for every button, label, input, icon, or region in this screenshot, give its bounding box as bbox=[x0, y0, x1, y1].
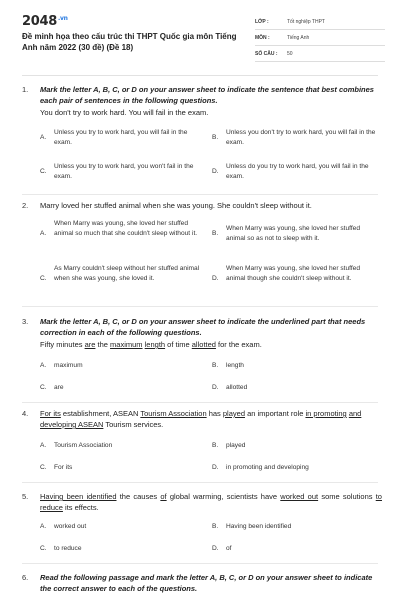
option-letter: B. bbox=[212, 134, 219, 141]
underlined-part: played bbox=[222, 409, 245, 418]
meta-row-class bbox=[255, 14, 385, 30]
meta-key: SỐ CÂU : bbox=[255, 50, 278, 57]
question-number: 1. bbox=[22, 85, 29, 94]
stem-text: establishment, ASEAN bbox=[60, 409, 141, 418]
option-text: to reduce bbox=[54, 545, 82, 552]
stem-text: an important role bbox=[245, 409, 306, 418]
stem-text: Fifty minutes bbox=[40, 340, 85, 349]
meta-row-subject bbox=[255, 30, 385, 46]
question-stem: Marry loved her stuffed animal when she was young. She couldn't sleep without it. bbox=[40, 201, 312, 210]
option-letter: C. bbox=[40, 464, 47, 471]
document-meta bbox=[255, 14, 385, 62]
option-letter: B. bbox=[212, 362, 219, 369]
option-letter: C. bbox=[40, 545, 47, 552]
stem-text: the bbox=[95, 340, 111, 349]
option-letter: C. bbox=[40, 384, 47, 391]
option-letter: D. bbox=[212, 384, 219, 391]
question-number: 5. bbox=[22, 492, 29, 501]
site-logo[interactable] bbox=[22, 14, 68, 29]
meta-value: Tốt nghiệp THPT bbox=[287, 18, 325, 25]
stem-text: has bbox=[206, 409, 223, 418]
meta-key: MÔN : bbox=[255, 34, 270, 41]
underlined-part: For its bbox=[40, 409, 61, 418]
question-stem bbox=[40, 339, 382, 350]
question-instruction: Mark the letter A, B, C, or D on your answer sheet to indicate the sentence that best combines each pair of sentences in the following questions. bbox=[40, 85, 374, 105]
option-letter: D. bbox=[212, 545, 219, 552]
logo-suffix: .vn bbox=[57, 14, 68, 22]
stem-text: some solutions bbox=[318, 492, 376, 501]
question-stem bbox=[40, 408, 382, 430]
stem-text: of time bbox=[165, 340, 192, 349]
question-instruction: Mark the letter A, B, C, or D on your answer sheet to indicate the underlined part that needs correction in each of the following questions. bbox=[40, 317, 366, 337]
option-text: For its bbox=[54, 464, 73, 471]
underlined-part: maximum bbox=[110, 340, 143, 349]
stem-text: the causes bbox=[116, 492, 161, 501]
option-letter: C. bbox=[40, 275, 47, 282]
option-text: Tourism Association bbox=[54, 442, 113, 449]
underlined-part: allotted bbox=[191, 340, 216, 349]
option-text: As Marry couldn't sleep without her stuffed animal when she was young, she loved it. bbox=[54, 265, 200, 282]
underlined-part: worked out bbox=[280, 492, 319, 501]
option-text: of bbox=[226, 545, 232, 552]
question-instruction: Read the following passage and mark the letter A, B, C, or D on your answer sheet to indicate the correct answer to each of the questions. bbox=[40, 573, 373, 593]
document-title: Đề minh họa theo cấu trúc thi THPT Quốc gia môn Tiếng Anh năm 2022 (30 đề) (Đề 18) bbox=[22, 32, 237, 52]
question-number: 4. bbox=[22, 409, 29, 418]
option-text: Unless you try to work hard, you will fail in the exam. bbox=[54, 129, 188, 146]
option-text: Having been identified bbox=[226, 523, 292, 530]
question-stem: You don't try to work hard. You will fail in the exam. bbox=[40, 108, 209, 117]
question-number: 3. bbox=[22, 317, 29, 326]
option-letter: A. bbox=[40, 523, 47, 530]
option-text: played bbox=[226, 442, 246, 449]
option-letter: A. bbox=[40, 442, 47, 449]
question-stem bbox=[40, 491, 382, 513]
page-header bbox=[0, 0, 400, 70]
option-letter: B. bbox=[212, 523, 219, 530]
option-text: Unless do you try to work hard, you will fail in the exam. bbox=[226, 163, 369, 180]
stem-text: for the exam. bbox=[215, 340, 262, 349]
underlined-part: to reduce bbox=[40, 492, 382, 512]
stem-text: Tourism services. bbox=[103, 420, 164, 429]
meta-key: LỚP : bbox=[255, 18, 269, 25]
option-text: When Marry was young, she loved her stuffed animal though she couldn't sleep without it. bbox=[226, 265, 361, 282]
option-text: length bbox=[226, 362, 244, 369]
meta-row-count bbox=[255, 46, 385, 62]
option-text: Unless you try to work hard, you won't fail in the exam. bbox=[54, 163, 194, 180]
option-letter: A. bbox=[40, 362, 47, 369]
question-divider bbox=[22, 306, 378, 307]
stem-text: its effects. bbox=[62, 503, 99, 512]
question-divider bbox=[22, 194, 378, 195]
meta-value: Tiếng Anh bbox=[287, 34, 310, 41]
option-text: worked out bbox=[54, 523, 87, 530]
question-divider bbox=[22, 482, 378, 483]
header-divider bbox=[22, 75, 378, 76]
option-text: maximum bbox=[54, 362, 83, 369]
underlined-part: are bbox=[84, 340, 96, 349]
underlined-part: Having been identified bbox=[40, 492, 117, 501]
option-text: allotted bbox=[226, 384, 248, 391]
option-letter: D. bbox=[212, 464, 219, 471]
meta-value: 50 bbox=[287, 50, 293, 57]
option-letter: B. bbox=[212, 230, 219, 237]
question-divider bbox=[22, 402, 378, 403]
option-letter: B. bbox=[212, 442, 219, 449]
option-text: When Marry was young, she loved her stuffed animal so as not to sleep with it. bbox=[226, 225, 361, 242]
underlined-part: in promoting bbox=[305, 409, 347, 418]
option-letter: A. bbox=[40, 230, 47, 237]
underlined-part: length bbox=[144, 340, 166, 349]
option-letter: D. bbox=[212, 275, 219, 282]
option-text: in promoting and developing bbox=[226, 464, 309, 471]
option-text: When Marry was young, she loved her stuffed animal so much that she couldn't sleep without it. bbox=[54, 220, 198, 237]
option-text: are bbox=[54, 384, 64, 391]
logo-text: 2048 bbox=[22, 14, 57, 29]
underlined-part: of bbox=[160, 492, 167, 501]
underlined-part: Tourism Association bbox=[140, 409, 207, 418]
option-letter: C. bbox=[40, 168, 47, 175]
option-text: Unless you don't try to work hard, you will fail in the exam. bbox=[226, 129, 376, 146]
option-letter: D. bbox=[212, 168, 219, 175]
stem-text: global warming, scientists have bbox=[166, 492, 281, 501]
question-number: 6. bbox=[22, 573, 29, 582]
question-divider bbox=[22, 563, 378, 564]
question-number: 2. bbox=[22, 201, 29, 210]
underlined-part: and developing ASEAN bbox=[40, 409, 362, 429]
option-letter: A. bbox=[40, 134, 47, 141]
